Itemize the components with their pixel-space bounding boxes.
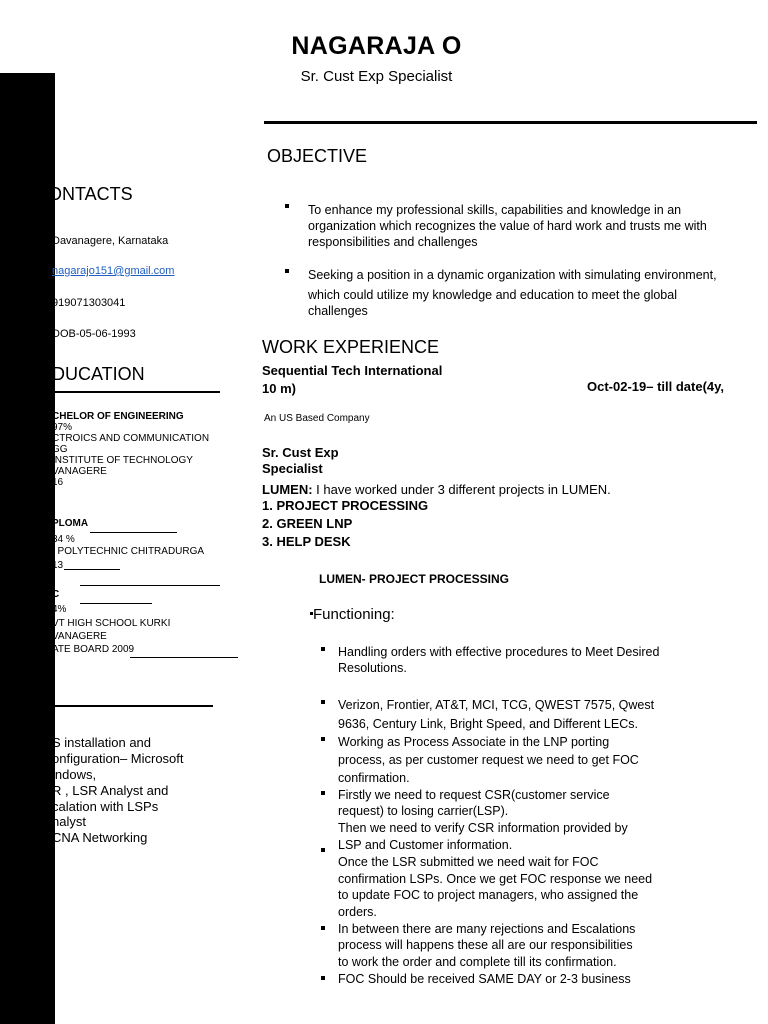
objective-line: Seeking a position in a dynamic organization with simulating environment, <box>308 268 717 282</box>
bullet-icon <box>321 737 325 741</box>
skill-item: onfiguration– Microsoft <box>52 751 184 766</box>
candidate-name: NAGARAJA O <box>291 32 462 60</box>
skill-item: S installation and <box>52 735 152 750</box>
duty-line: Handling orders with effective procedures to Meet Desired <box>338 645 660 659</box>
work-heading: WORK EXPERIENCE <box>262 337 440 357</box>
contact-dob: DOB-05-06-1993 <box>52 328 136 340</box>
edu-line: VANAGERE <box>52 466 107 477</box>
lumen-line <box>262 482 611 498</box>
contacts-heading: ONTACTS <box>48 184 133 204</box>
company-name: Sequential Tech International <box>262 363 443 378</box>
contact-email[interactable]: nagarajo151@gmail.com <box>52 265 175 277</box>
skill-item: CNA Networking <box>52 830 148 845</box>
bullet-icon <box>285 204 289 208</box>
project-subheading: LUMEN- PROJECT PROCESSING <box>319 572 510 586</box>
duty-line: FOC Should be received SAME DAY or 2-3 business <box>338 972 631 986</box>
objective-heading: OBJECTIVE <box>267 146 368 166</box>
objective-line: challenges <box>308 304 368 318</box>
header-divider <box>264 121 757 124</box>
lumen-label: LUMEN: <box>262 482 313 497</box>
role-title: Sr. Cust Exp <box>262 445 339 460</box>
project-item: 2. GREEN LNP <box>262 516 353 531</box>
sidebar-bar <box>0 73 55 1024</box>
duty-line: request) to losing carrier(LSP). <box>338 804 509 818</box>
duty-line: to update FOC to project managers, who assigned the <box>338 888 639 902</box>
project-item: 1. PROJECT PROCESSING <box>262 498 429 513</box>
bullet-icon <box>321 700 325 704</box>
edu-line: VANAGERE <box>52 631 107 642</box>
edu-line: 13 <box>52 560 64 571</box>
duty-line: Verizon, Frontier, AT&T, MCI, TCG, QWEST 7575, Qwest <box>338 698 655 712</box>
candidate-title: Sr. Cust Exp Specialist <box>300 68 453 85</box>
duty-line: process, as per customer request we need to get FOC <box>338 753 639 767</box>
skills-divider <box>55 705 213 707</box>
skill-item: R , LSR Analyst and <box>52 783 169 798</box>
edu-divider <box>80 603 152 604</box>
education-heading: DUCATION <box>52 364 145 384</box>
duty-line: Then we need to verify CSR information provided by <box>338 821 628 835</box>
project-item: 3. HELP DESK <box>262 534 351 549</box>
edu-degree: CHELOR OF ENGINEERING <box>52 411 184 422</box>
edu-divider <box>80 585 220 586</box>
objective-line: responsibilities and challenges <box>308 235 478 249</box>
bullet-icon <box>321 976 325 980</box>
edu-divider <box>90 532 177 533</box>
edu-sslc: C <box>52 589 60 600</box>
edu-line: INSTITUTE OF TECHNOLOGY <box>52 455 193 466</box>
duty-line: In between there are many rejections and Escalations <box>338 922 636 936</box>
edu-line: I POLYTECHNIC CHITRADURGA <box>52 546 205 557</box>
objective-line: which could utilize my knowledge and education to meet the global <box>308 288 677 302</box>
contact-phone: 919071303041 <box>52 297 126 309</box>
edu-line: VT HIGH SCHOOL KURKI <box>52 618 171 629</box>
duty-line: process will happens these all are our responsibilities <box>338 938 633 952</box>
duty-line: Once the LSR submitted we need wait for FOC <box>338 855 599 869</box>
edu-line: CTROICS AND COMMUNICATION <box>52 433 210 444</box>
edu-line: 16 <box>52 477 64 488</box>
edu-line: GG <box>52 444 68 455</box>
duty-line: LSP and Customer information. <box>338 838 513 852</box>
edu-divider <box>64 569 120 570</box>
duty-line: Working as Process Associate in the LNP porting <box>338 735 610 749</box>
duty-line: orders. <box>338 905 377 919</box>
bullet-icon <box>321 848 325 852</box>
company-note: An US Based Company <box>264 413 370 424</box>
role-title: Specialist <box>262 461 323 476</box>
edu-line: 34 % <box>52 534 75 545</box>
bullet-icon <box>321 647 325 651</box>
bullet-icon <box>321 791 325 795</box>
edu-line: 4% <box>52 604 67 615</box>
edu-divider <box>130 657 238 658</box>
edu-diploma: PLOMA <box>52 518 89 529</box>
objective-line: organization which recognizes the value of hard work and trusts me with <box>308 219 707 233</box>
skill-item: nalyst <box>52 814 86 829</box>
skill-item: calation with LSPs <box>52 799 159 814</box>
education-divider <box>55 391 220 393</box>
functioning-heading: Functioning: <box>313 606 395 623</box>
work-dates: Oct-02-19– till date(4y, <box>587 379 725 394</box>
bullet-icon <box>321 926 325 930</box>
work-duration: 10 m) <box>262 381 296 396</box>
contact-location: Davanagere, Karnataka <box>52 235 169 247</box>
duty-line: to work the order and complete till its confirmation. <box>338 955 617 969</box>
bullet-icon <box>285 269 289 273</box>
duty-line: confirmation LSPs. Once we get FOC response we need <box>338 872 653 886</box>
duty-line: Firstly we need to request CSR(customer service <box>338 788 610 802</box>
edu-line: ATE BOARD 2009 <box>52 644 135 655</box>
duty-line: Resolutions. <box>338 661 407 675</box>
duty-line: 9636, Century Link, Bright Speed, and Different LECs. <box>338 717 638 731</box>
objective-line: To enhance my professional skills, capabilities and knowledge in an <box>308 203 682 217</box>
duty-line: confirmation. <box>338 771 410 785</box>
skill-item: indows, <box>52 767 97 782</box>
edu-line: 97% <box>52 422 73 433</box>
lumen-text: I have worked under 3 different projects in LUMEN. <box>312 482 611 497</box>
